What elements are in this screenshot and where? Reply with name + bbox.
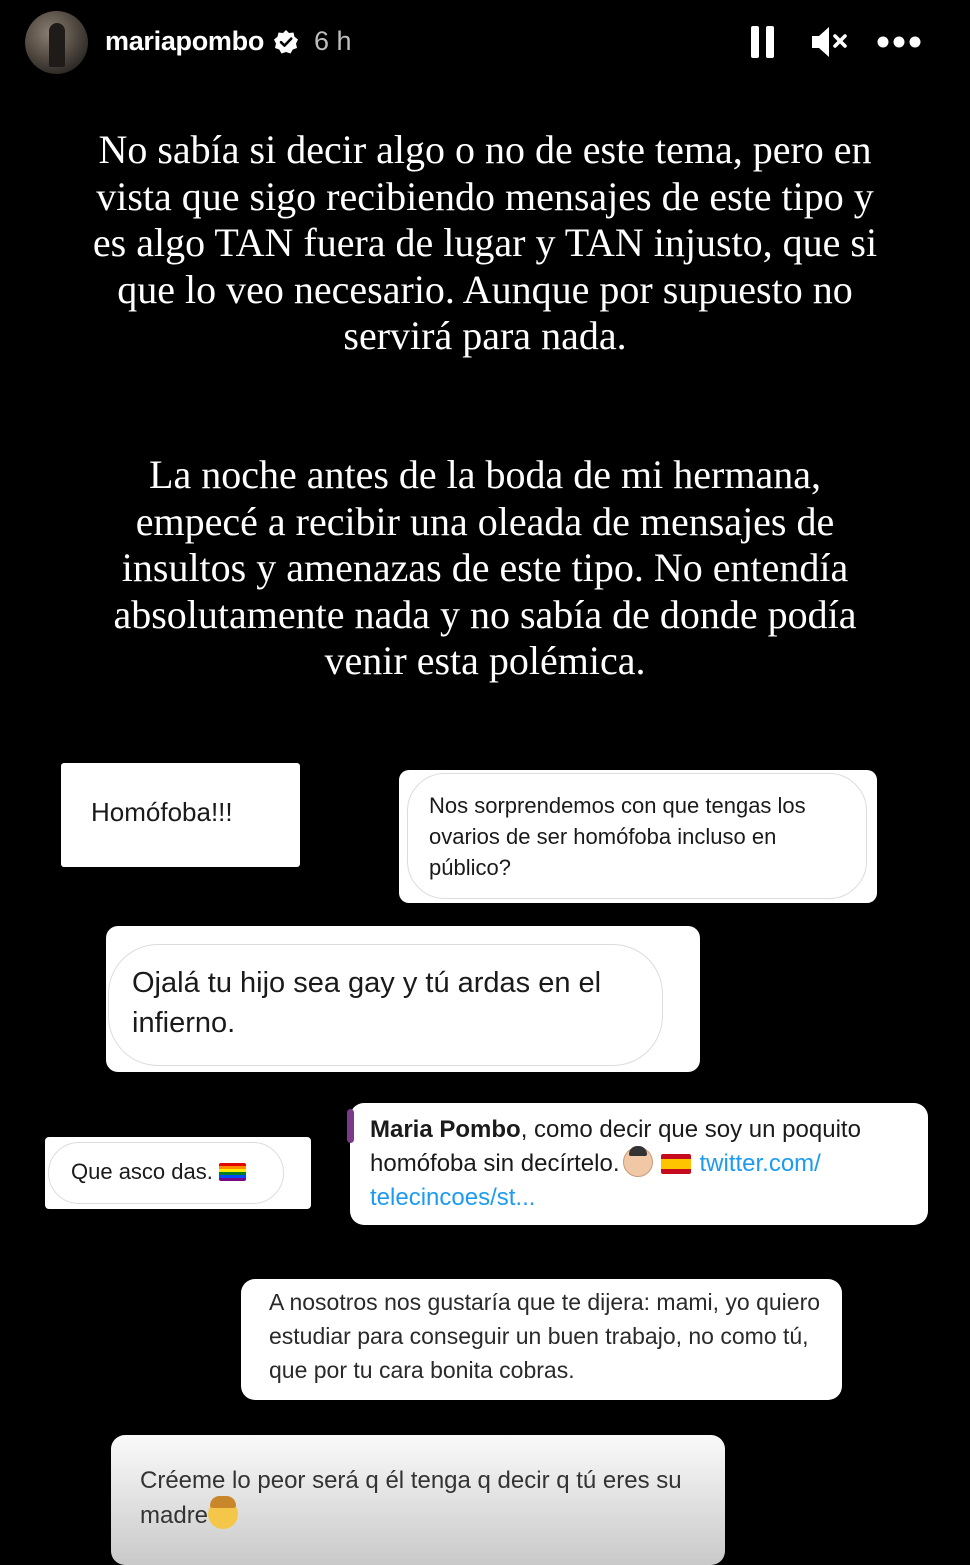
tweet-link[interactable]: twitter.com/ telecincoes/st... [370, 1150, 821, 1211]
shrug-emoji-icon [623, 1147, 653, 1177]
tweet-body: , como decir que soy un poquito homófoba sin decírtelo. [370, 1116, 861, 1177]
tweet-card [350, 1103, 928, 1225]
avatar[interactable] [25, 11, 88, 74]
spain-flag-icon [661, 1154, 691, 1174]
message-card-2 [399, 770, 877, 903]
story-header [0, 0, 970, 86]
message-text: Créeme lo peor será q él tenga q decir q tú eres su madre [140, 1467, 682, 1529]
message-text-wrap [71, 1159, 246, 1185]
story-text-paragraph-1: No sabía si decir algo o no de este tema, pero en vista que sigo recibiendo mensajes de este tipo y es algo TAN fuera de lugar y TAN injusto, que si que lo veo necesario. Aunque por supuesto no servirá para nada. [92, 127, 878, 358]
message-card-4 [45, 1137, 311, 1209]
more-icon[interactable] [876, 33, 922, 51]
facepalm-emoji-icon [208, 1499, 238, 1529]
pause-icon[interactable] [751, 26, 775, 58]
message-text: Que asco das. [71, 1159, 213, 1184]
rainbow-flag-icon [219, 1163, 246, 1181]
username[interactable]: mariapombo [105, 26, 265, 56]
message-text: Homófoba!!! [91, 797, 233, 827]
tweet-mention: Maria Pombo [370, 1116, 521, 1143]
avatar-edge [347, 1109, 354, 1143]
post-time: 6 h [314, 26, 352, 56]
mute-icon[interactable] [808, 24, 848, 60]
message-text: Ojalá tu hijo sea gay y tú ardas en el infierno. [132, 967, 602, 1039]
tweet-text [370, 1113, 920, 1215]
message-card-6 [241, 1279, 842, 1400]
story-text-paragraph-2: La noche antes de la boda de mi hermana, empecé a recibir una oleada de mensajes de insultos y amenazas de este tipo. No entendía absolutamente nada y no sabía de donde podía venir esta polémica. [113, 452, 857, 683]
verified-badge-icon [273, 29, 299, 55]
message-text: A nosotros nos gustaría que te dijera: mami, yo quiero estudiar para conseguir un buen trabajo, no como tú, que por tu cara bonita cobras. [269, 1289, 821, 1383]
message-card-1 [61, 763, 300, 867]
message-card-3 [106, 926, 700, 1072]
message-text: Nos sorprendemos con que tengas los ovarios de ser homófoba incluso en público? [429, 793, 806, 880]
avatar-figure [49, 23, 65, 67]
message-text-wrap [140, 1463, 710, 1533]
